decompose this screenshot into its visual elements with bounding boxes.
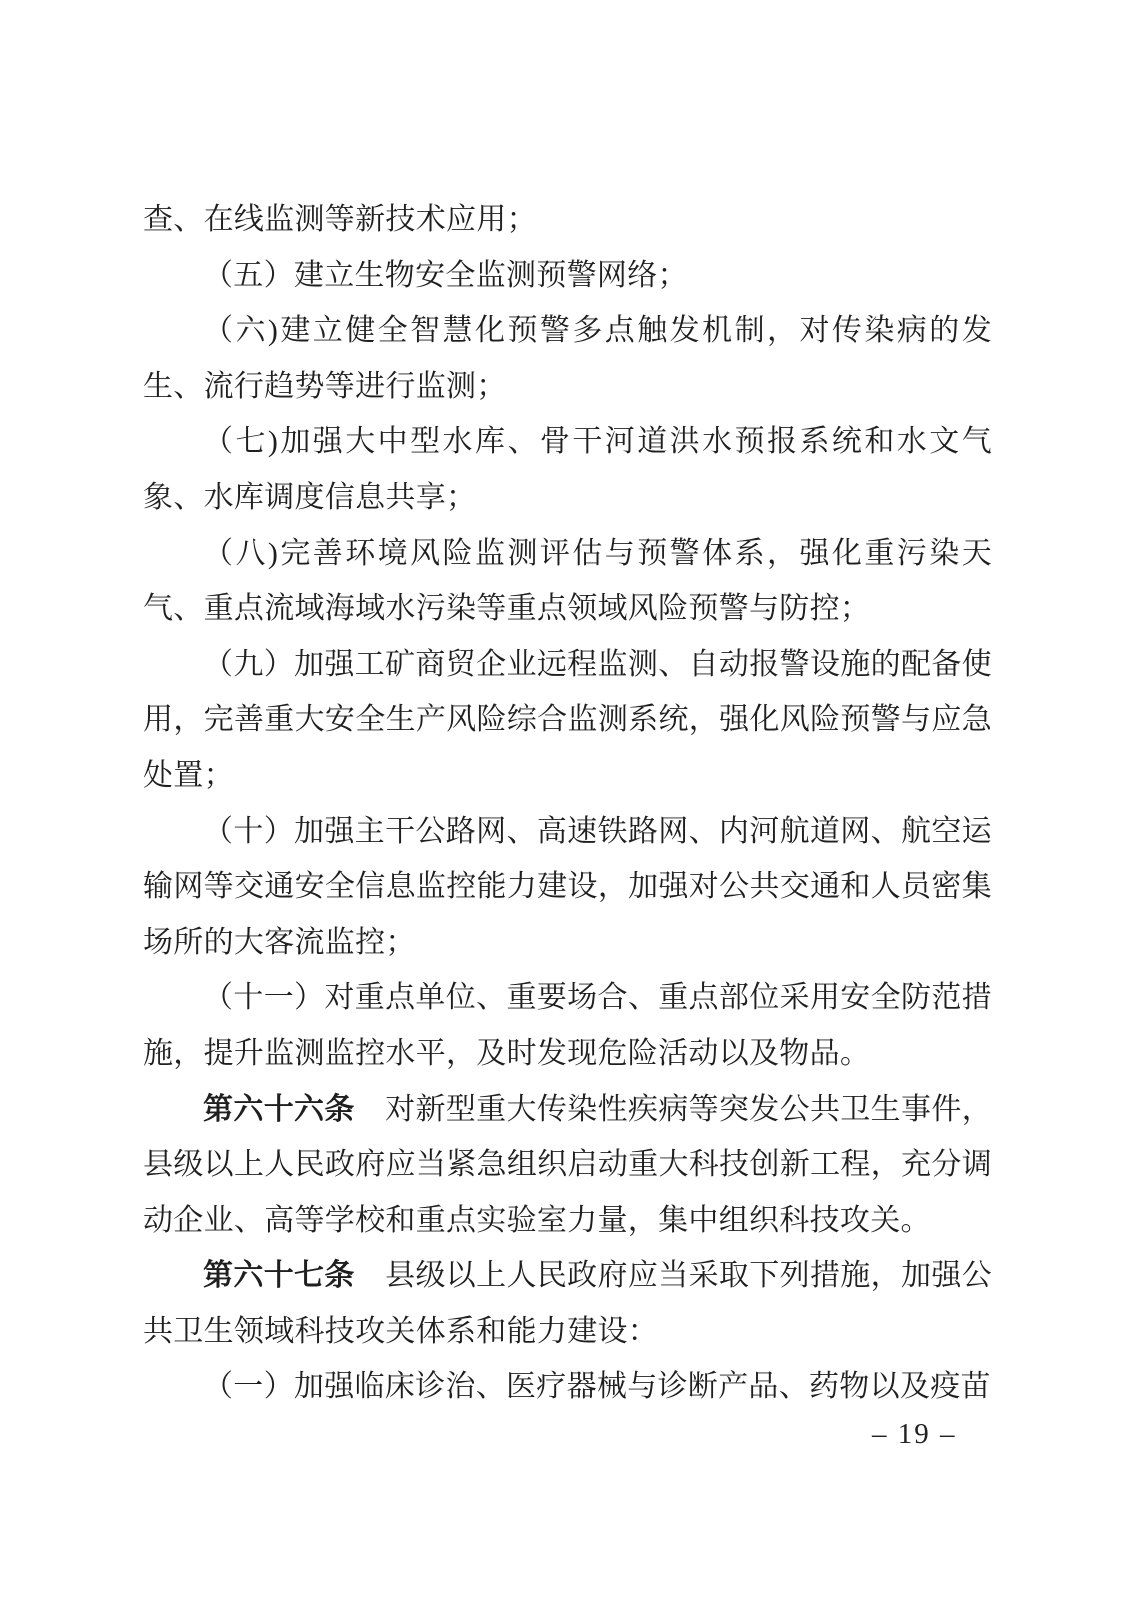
paragraph-text: （六)建立健全智慧化预警多点触发机制，对传染病的发生、流行趋势等进行监测；: [143, 314, 992, 403]
paragraph-text: （五）建立生物安全监测预警网络；: [203, 258, 688, 292]
paragraph: [143, 1359, 992, 1415]
article-number: 第六十七条: [203, 1259, 355, 1293]
paragraph: [143, 970, 992, 1081]
paragraph-text: 对新型重大传染性疾病等突发公共卫生事件，县级以上人民政府应当紧急组织启动重大科技创新工程，充分调动企业、高等学校和重点实验室力量，集中组织科技攻关。: [143, 1092, 992, 1237]
paragraph-text: （八)完善环境风险监测评估与预警体系，强化重污染天气、重点流域海域水污染等重点领域风险预警与防控；: [143, 536, 992, 626]
paragraph-text: （九）加强工矿商贸企业远程监测、自动报警设施的配备使用，完善重大安全生产风险综合监测系统，强化风险预警与应急处置；: [143, 647, 992, 792]
paragraph: [143, 1248, 992, 1359]
article-number: 第六十六条: [203, 1092, 355, 1126]
paragraph: [143, 1082, 992, 1249]
paragraph: [143, 303, 992, 414]
paragraph-text: 县级以上人民政府应当采取下列措施，加强公共卫生领域科技攻关体系和能力建设：: [143, 1259, 992, 1348]
paragraph: [143, 192, 992, 248]
page-number: – 19 –: [872, 1418, 957, 1450]
paragraph: [143, 414, 992, 525]
paragraph: [143, 637, 992, 804]
paragraph-text: （十）加强主干公路网、高速铁路网、内河航道网、航空运输网等交通安全信息监控能力建设，加强对公共交通和人员密集场所的大客流监控；: [143, 814, 992, 959]
document-body: [143, 192, 992, 1415]
paragraph: [143, 248, 992, 304]
paragraph-text: （十一）对重点单位、重要场合、重点部位采用安全防范措施，提升监测监控水平，及时发现危险活动以及物品。: [143, 981, 992, 1070]
paragraph-text: （一）加强临床诊治、医疗器械与诊断产品、药物以及疫苗: [203, 1370, 991, 1404]
paragraph-text: 查、在线监测等新技术应用；: [143, 203, 537, 236]
paragraph: [143, 804, 992, 971]
paragraph: [143, 526, 992, 637]
paragraph-text: （七)加强大中型水库、骨干河道洪水预报系统和水文气象、水库调度信息共享；: [143, 425, 992, 514]
